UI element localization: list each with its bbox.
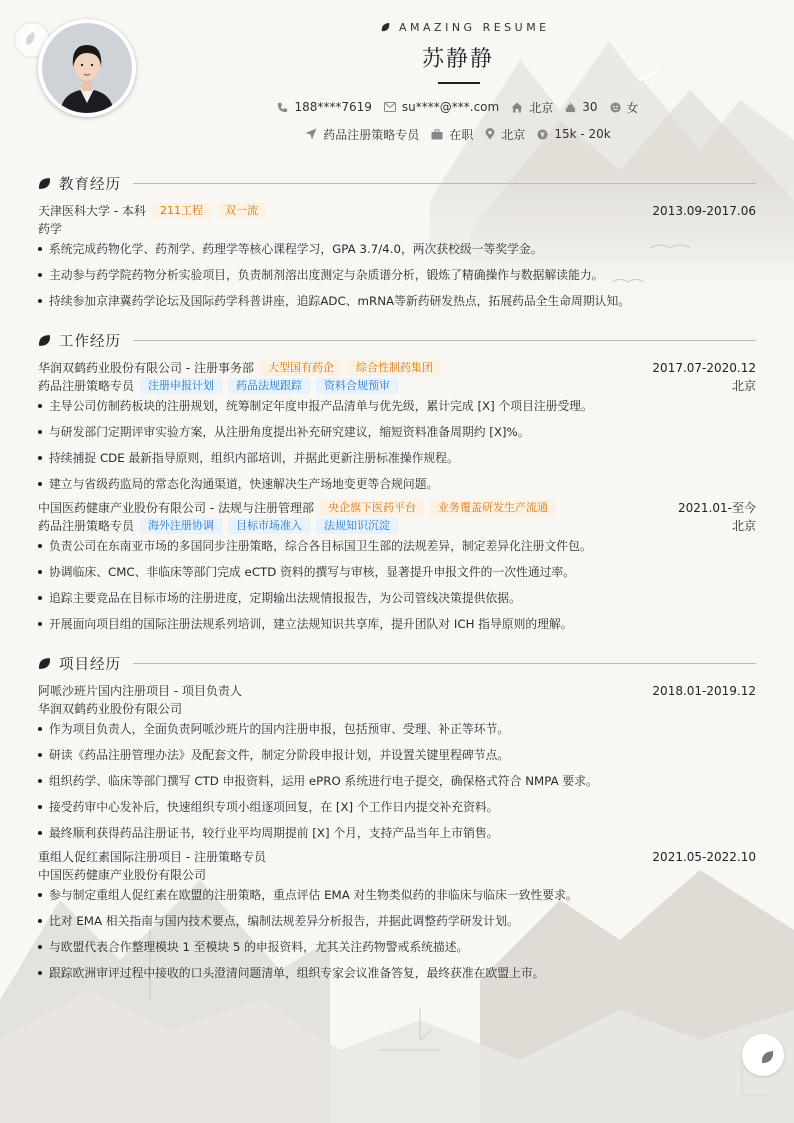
age-info: 30 bbox=[565, 100, 597, 114]
send-icon bbox=[305, 128, 317, 140]
company-name: 中国医药健康产业股份有限公司 - 法规与注册管理部 bbox=[38, 501, 314, 515]
company-tag: 大型国有药企 bbox=[260, 360, 342, 376]
project-org: 中国医药健康产业股份有限公司 bbox=[38, 868, 207, 882]
leaf-icon bbox=[742, 1034, 784, 1076]
job-city: 北京 bbox=[731, 379, 756, 393]
project-bullet: 跟踪欧洲审评过程中接收的口头澄清问题清单，组织专家会议准备答复，最终获准在欧盟上市。 bbox=[38, 965, 756, 981]
salary-info: 15k - 20k bbox=[537, 127, 610, 141]
job-role: 药品注册策略专员 bbox=[38, 519, 135, 533]
contact-info-row bbox=[0, 98, 794, 116]
project-name: 阿哌沙班片国内注册项目 - 项目负责人 bbox=[38, 684, 242, 698]
job-role-line bbox=[38, 517, 756, 535]
role-tag: 目标市场准入 bbox=[228, 518, 310, 534]
project-org: 华润双鹤药业股份有限公司 bbox=[38, 702, 183, 716]
project-date: 2021.05-2022.10 bbox=[652, 850, 756, 864]
role-tag: 药品法规跟踪 bbox=[228, 378, 310, 394]
leaf-icon bbox=[380, 22, 391, 33]
project-name: 重组人促红素国际注册项目 - 注册策略专员 bbox=[38, 850, 266, 864]
company-tag: 综合性制药集团 bbox=[348, 360, 441, 376]
gender-icon bbox=[610, 102, 621, 113]
job-status-info: 在职 bbox=[431, 126, 473, 143]
education-bullet: 系统完成药物化学、药剂学、药理学等核心课程学习，GPA 3.7/4.0，两次获校级一等奖学金。 bbox=[38, 241, 756, 257]
job-bullet: 与研发部门定期评审实验方案，从注册角度提出补充研究建议，缩短资料准备周期约 [X]%。 bbox=[38, 424, 756, 440]
target-position-info: 药品注册策略专员 bbox=[305, 126, 419, 143]
name-underline bbox=[438, 82, 480, 84]
project-bullet: 与欧盟代表合作整理模块 1 至模块 5 的申报资料，尤其关注药物警戒系统描述。 bbox=[38, 939, 756, 955]
job-company-line bbox=[38, 499, 756, 517]
school-name: 天津医科大学 - 本科 bbox=[38, 204, 146, 218]
job-city: 北京 bbox=[731, 519, 756, 533]
leaf-icon bbox=[38, 177, 51, 190]
job-date: 2021.01-至今 bbox=[678, 501, 756, 515]
project-bullet: 研读《药品注册管理办法》及配套文件，制定分阶段申报计划，并设置关键里程碑节点。 bbox=[38, 747, 756, 763]
phone-icon bbox=[277, 102, 288, 113]
job-company-line bbox=[38, 359, 756, 377]
project-bullet: 参与制定重组人促红素在欧盟的注册策略，重点评估 EMA 对生物类似药的非临床与临床一致性要求。 bbox=[38, 887, 756, 903]
project-bullet: 比对 EMA 相关指南与国内技术要点，编制法规差异分析报告，并据此调整药学研发计划。 bbox=[38, 913, 756, 929]
candidate-name: 苏静静 bbox=[421, 47, 494, 72]
education-date: 2013.09-2017.06 bbox=[652, 204, 756, 218]
salary-icon bbox=[537, 129, 548, 140]
brand-tagline bbox=[380, 18, 550, 36]
job-intent-row bbox=[0, 125, 794, 143]
education-school-line bbox=[38, 202, 756, 220]
project-title-line bbox=[38, 682, 756, 700]
email-info: su****@***.com bbox=[384, 100, 499, 114]
leaf-icon bbox=[38, 657, 51, 670]
job-bullet: 持续捕捉 CDE 最新指导原则，组织内部培训，并据此更新注册标准操作规程。 bbox=[38, 450, 756, 466]
project-bullet: 最终顺利获得药品注册证书，较行业平均周期提前 [X] 个月，支持产品当年上市销售。 bbox=[38, 825, 756, 841]
phone-info: 188****7619 bbox=[277, 100, 371, 114]
role-tag: 资料合规预审 bbox=[316, 378, 398, 394]
role-tag: 海外注册协调 bbox=[140, 518, 222, 534]
project-bullet: 接受药审中心发补后，快速组织专项小组逐项回复，在 [X] 个工作日内提交补充资料。 bbox=[38, 799, 756, 815]
email-icon bbox=[384, 102, 396, 112]
work-section-header: 工作经历 bbox=[38, 331, 756, 349]
school-tag: 双一流 bbox=[217, 203, 266, 219]
project-section-header: 项目经历 bbox=[38, 654, 756, 672]
job-role: 药品注册策略专员 bbox=[38, 379, 135, 393]
company-tag: 央企旗下医药平台 bbox=[320, 500, 424, 516]
target-city-info: 北京 bbox=[485, 126, 525, 143]
brand-text: AMAZING RESUME bbox=[399, 20, 550, 34]
education-bullet: 主动参与药学院药物分析实验项目，负责制剂溶出度测定与杂质谱分析，锻炼了精确操作与数据解读能力。 bbox=[38, 267, 756, 283]
education-section-header: 教育经历 bbox=[38, 174, 756, 192]
company-name: 华润双鹤药业股份有限公司 - 注册事务部 bbox=[38, 361, 254, 375]
home-icon bbox=[511, 102, 523, 113]
job-bullet: 负责公司在东南亚市场的多国同步注册策略，综合各目标国卫生部的法规差异，制定差异化注册文件包。 bbox=[38, 538, 756, 554]
job-date: 2017.07-2020.12 bbox=[652, 361, 756, 375]
city-info: 北京 bbox=[511, 99, 553, 116]
job-bullet: 协调临床、CMC、非临床等部门完成 eCTD 资料的撰写与审核，显著提升申报文件的一次性通过率。 bbox=[38, 564, 756, 580]
job-bullet: 建立与省级药监局的常态化沟通渠道，快速解决生产场地变更等合规问题。 bbox=[38, 476, 756, 492]
age-icon bbox=[565, 102, 576, 113]
decorative-circle bbox=[742, 1034, 784, 1076]
role-tag: 注册申报计划 bbox=[140, 378, 222, 394]
education-major: 药学 bbox=[38, 222, 63, 236]
job-bullet: 追踪主要竞品在目标市场的注册进度，定期输出法规情报报告，为公司管线决策提供依据。 bbox=[38, 590, 756, 606]
project-date: 2018.01-2019.12 bbox=[652, 684, 756, 698]
job-bullet: 开展面向项目组的国际注册法规系列培训，建立法规知识共享库，提升团队对 ICH 指导原则的理解。 bbox=[38, 616, 756, 632]
role-tag: 法规知识沉淀 bbox=[316, 518, 398, 534]
project-bullet: 组织药学、临床等部门撰写 CTD 申报资料，运用 ePRO 系统进行电子提交，确保格式符合 NMPA 要求。 bbox=[38, 773, 756, 789]
gender-info: 女 bbox=[610, 99, 639, 116]
education-bullet: 持续参加京津冀药学论坛及国际药学科普讲座，追踪ADC、mRNA等新药研发热点，拓展药品全生命周期认知。 bbox=[38, 293, 756, 309]
location-icon bbox=[485, 128, 495, 140]
job-bullet: 主导公司仿制药板块的注册规划，统筹制定年度申报产品清单与优先级，累计完成 [X] 个项目注册受理。 bbox=[38, 398, 756, 414]
briefcase-icon bbox=[431, 129, 443, 140]
company-tag: 业务覆盖研发生产流通 bbox=[430, 500, 556, 516]
school-tag: 211工程 bbox=[152, 203, 211, 219]
project-bullet: 作为项目负责人，全面负责阿哌沙班片的国内注册申报，包括预审、受理、补正等环节。 bbox=[38, 721, 756, 737]
project-title-line bbox=[38, 848, 756, 866]
leaf-icon bbox=[38, 334, 51, 347]
job-role-line bbox=[38, 377, 756, 395]
